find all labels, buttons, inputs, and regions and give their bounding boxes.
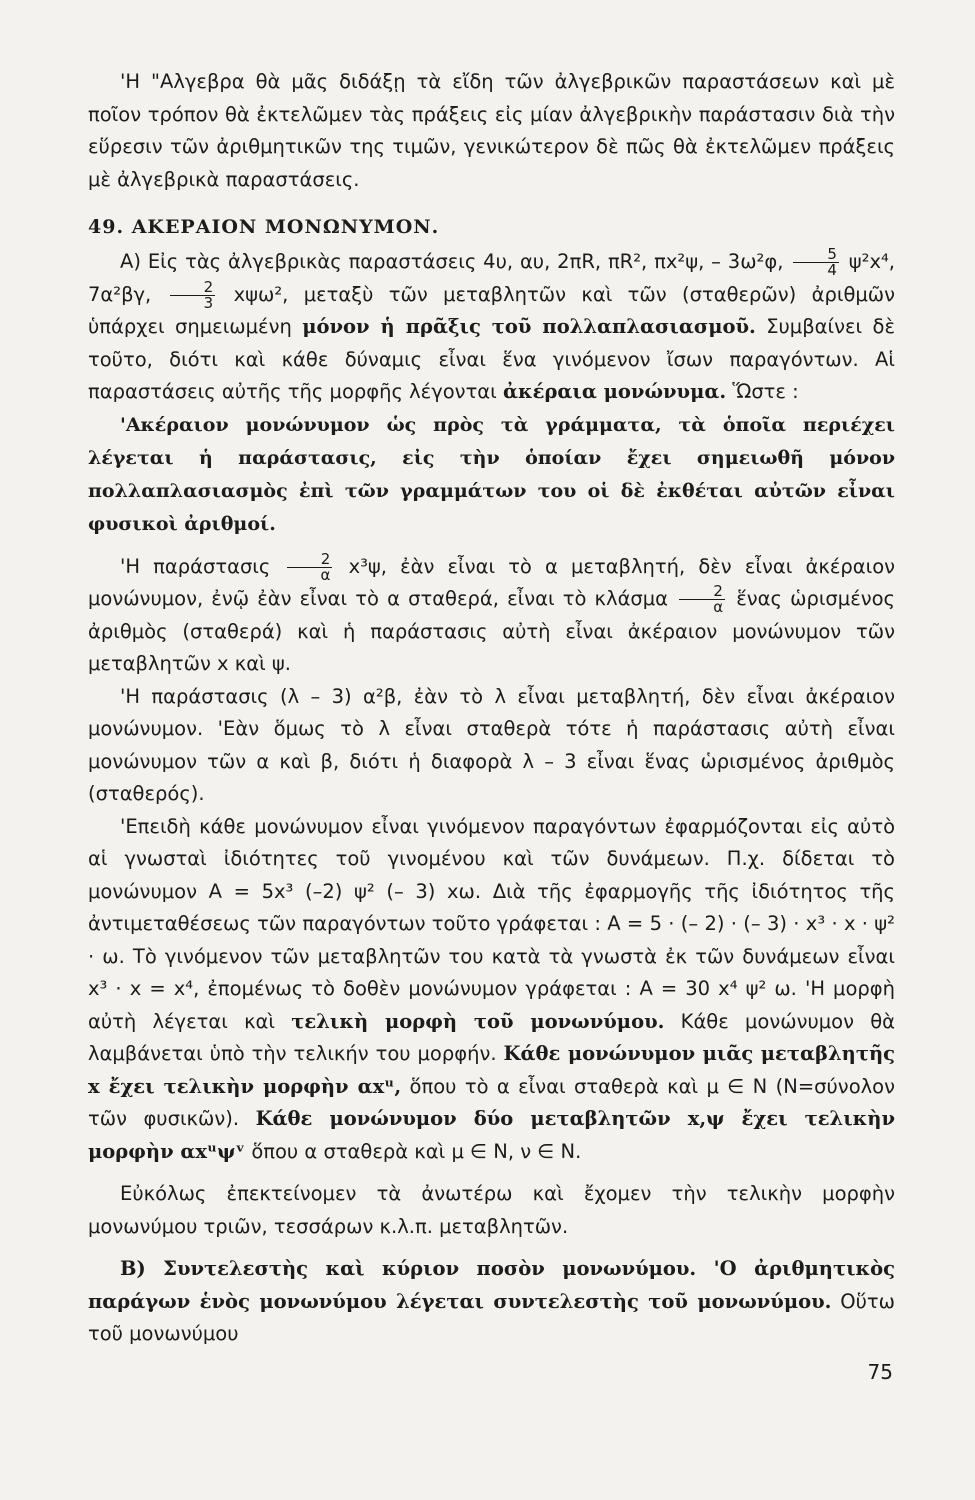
fraction-2-3: $\frac{2}{3}$: [170, 280, 216, 311]
fraction-5-4: $\frac{5}{4}$: [793, 247, 839, 278]
page-number: 75: [867, 1360, 893, 1384]
paragraph-final-form: 'Επειδὴ κάθε μονώνυμον εἶναι γινόμενον παραγόντων ἐφαρμόζονται εἰς αὐτὸ αἱ γνωσταὶ ἰδιότητες τοῦ γινομένου καὶ τῶν δυνάμεων. Π.χ. δίδεται τὸ μονώνυμον Α = 5x³ (–2) ψ² (– 3) xω. Διὰ τῆς ἐφαρμογῆς τῆς ἰδιότητος τῆς ἀντιμεταθέσεως τῶν παραγόντων τοῦτο γράφεται : Α = 5 · (– 2) · (– 3) · x³ · x · ψ² · ω. Τὸ γινόμενον τῶν μεταβλητῶν του κατὰ τὰ γνωστὰ ἐκ τῶν δυνάμεων εἶναι x³ · x = x⁴, ἐπομένως τὸ δοθὲν μονώνυμον γράφεται : Α = 30 x⁴ ψ² ω. 'Η μορφὴ αὐτὴ λέγεται καὶ τελικὴ μορφὴ τοῦ μονωνύμου. Κάθε μονώνυμον θὰ λαμβάνεται ὑπὸ τὴν τελικήν του μορφήν. Κάθε μονώνυμον μιᾶς μεταβλητῆς x ἔχει τελικὴν μορφὴν αxᵘ, ὅπου τὸ α εἶναι σταθερὰ καὶ μ ∈ Ν (Ν=σύνολον τῶν φυσικῶν). Κάθε μονώνυμον δύο μεταβλητῶν x,ψ ἔχει τελικὴν μορφὴν αxᵘψᵛ ὅπου α σταθερὰ καὶ μ ∈ Ν, ν ∈ Ν.: [88, 814, 895, 1163]
section-heading: [88, 216, 895, 238]
fraction-2-alpha-2: $\frac{2}{\alpha}$: [679, 584, 725, 615]
paragraph-extension: Εὐκόλως ἐπεκτείνομεν τὰ ἀνωτέρω καὶ ἔχομεν τὴν τελικὴν μορφὴν μονωνύμου τριῶν, τεσσάρων κ.λ.π. μεταβλητῶν.: [88, 1182, 895, 1238]
paragraph-a: Α) Εἰς τὰς ἀλγεβρικὰς παραστάσεις 4υ, αυ, 2πR, πR², πx²ψ, – 3ω²φ, $\frac{5}{4}$ ψ²x⁴, 7α²βγ, $\frac{2}{3}$ xψω², μεταξὺ τῶν μεταβλητῶν καὶ τῶν (σταθερῶν) ἀριθμῶν ὑπάρχει σημειωμένη μόνον ἡ πρᾶξις τοῦ πολλαπλασιασμοῦ. Συμβαίνει δὲ τοῦτο, διότι καὶ κάθε δύναμις εἶναι ἕνα γινόμενον ἴσων παραγόντων. Αἱ παραστάσεις αὐτῆς τῆς μορφῆς λέγονται ἀκέραια μονώνυμα. Ὥστε :: [88, 245, 896, 403]
paragraph-b: Β) Συντελεστὴς καὶ κύριον ποσὸν μονωνύμου. 'Ο ἀριθμητικὸς παράγων ἑνὸς μονωνύμου λέγεται συντελεστὴς τοῦ μονωνύμου. Οὕτω τοῦ μονωνύμου: [88, 1257, 895, 1345]
intro-paragraph: 'Η "Αλγεβρα θὰ μᾶς διδάξῃ τὰ εἴδη τῶν ἀλγεβρικῶν παραστάσεων καὶ μὲ ποῖον τρόπον θὰ ἐκτελῶμεν τὰς πράξεις εἰς μίαν ἀλγεβρικὴν παράστασιν διὰ τὴν εὕρεσιν τῶν ἀριθμητικῶν της τιμῶν, γενικώτερον δὲ πῶς θὰ ἐκτελῶμεν πράξεις μὲ ἀλγεβρικὰ παραστάσεις.: [88, 70, 895, 191]
section-number: 49.: [88, 216, 125, 238]
fraction-2-alpha: $\frac{2}{\alpha}$: [287, 552, 333, 583]
paragraph-example-2: 'Η παράστασις (λ – 3) α²β, ἐὰν τὸ λ εἶναι μεταβλητή, δὲν εἶναι ἀκέραιον μονώνυμον. 'Εὰν ὅμως τὸ λ εἶναι σταθερὰ τότε ἡ παράστασις αὐτὴ εἶναι μονώνυμον τῶν α καὶ β, διότι ἡ διαφορὰ λ – 3 εἶναι ἕνας ὡρισμένος ἀριθμὸς (σταθερός).: [88, 684, 895, 805]
definition-paragraph: 'Ακέραιον μονώνυμον ὡς πρὸς τὰ γράμματα, τὰ ὁποῖα περιέχει λέγεται ἡ παράστασις, εἰς τὴν ὁποίαν ἔχει σημειωθῆ μόνον πολλαπλασιασμὸς ἐπὶ τῶν γραμμάτων του οἱ δὲ ἐκθέται αὐτῶν εἶναι φυσικοὶ ἀριθμοί.: [88, 413, 895, 535]
paragraph-example-1: 'Η παράστασις $\frac{2}{\alpha}$ x³ψ, ἐὰν εἶναι τὸ α μεταβλητή, δὲν εἶναι ἀκέραιον μονώνυμον, ἐνῷ ἐὰν εἶναι τὸ α σταθερά, εἶναι τὸ κλάσμα $\frac{2}{\alpha}$ ἕνας ὡρισμένος ἀριθμὸς (σταθερά) καὶ ἡ παράστασις αὐτὴ εἶναι ἀκέραιον μονώνυμον τῶν μεταβλητῶν x καὶ ψ.: [88, 549, 896, 675]
section-title: ΑΚΕΡΑΙΟΝ ΜΟΝΩΝΥΜΟΝ.: [131, 216, 440, 238]
